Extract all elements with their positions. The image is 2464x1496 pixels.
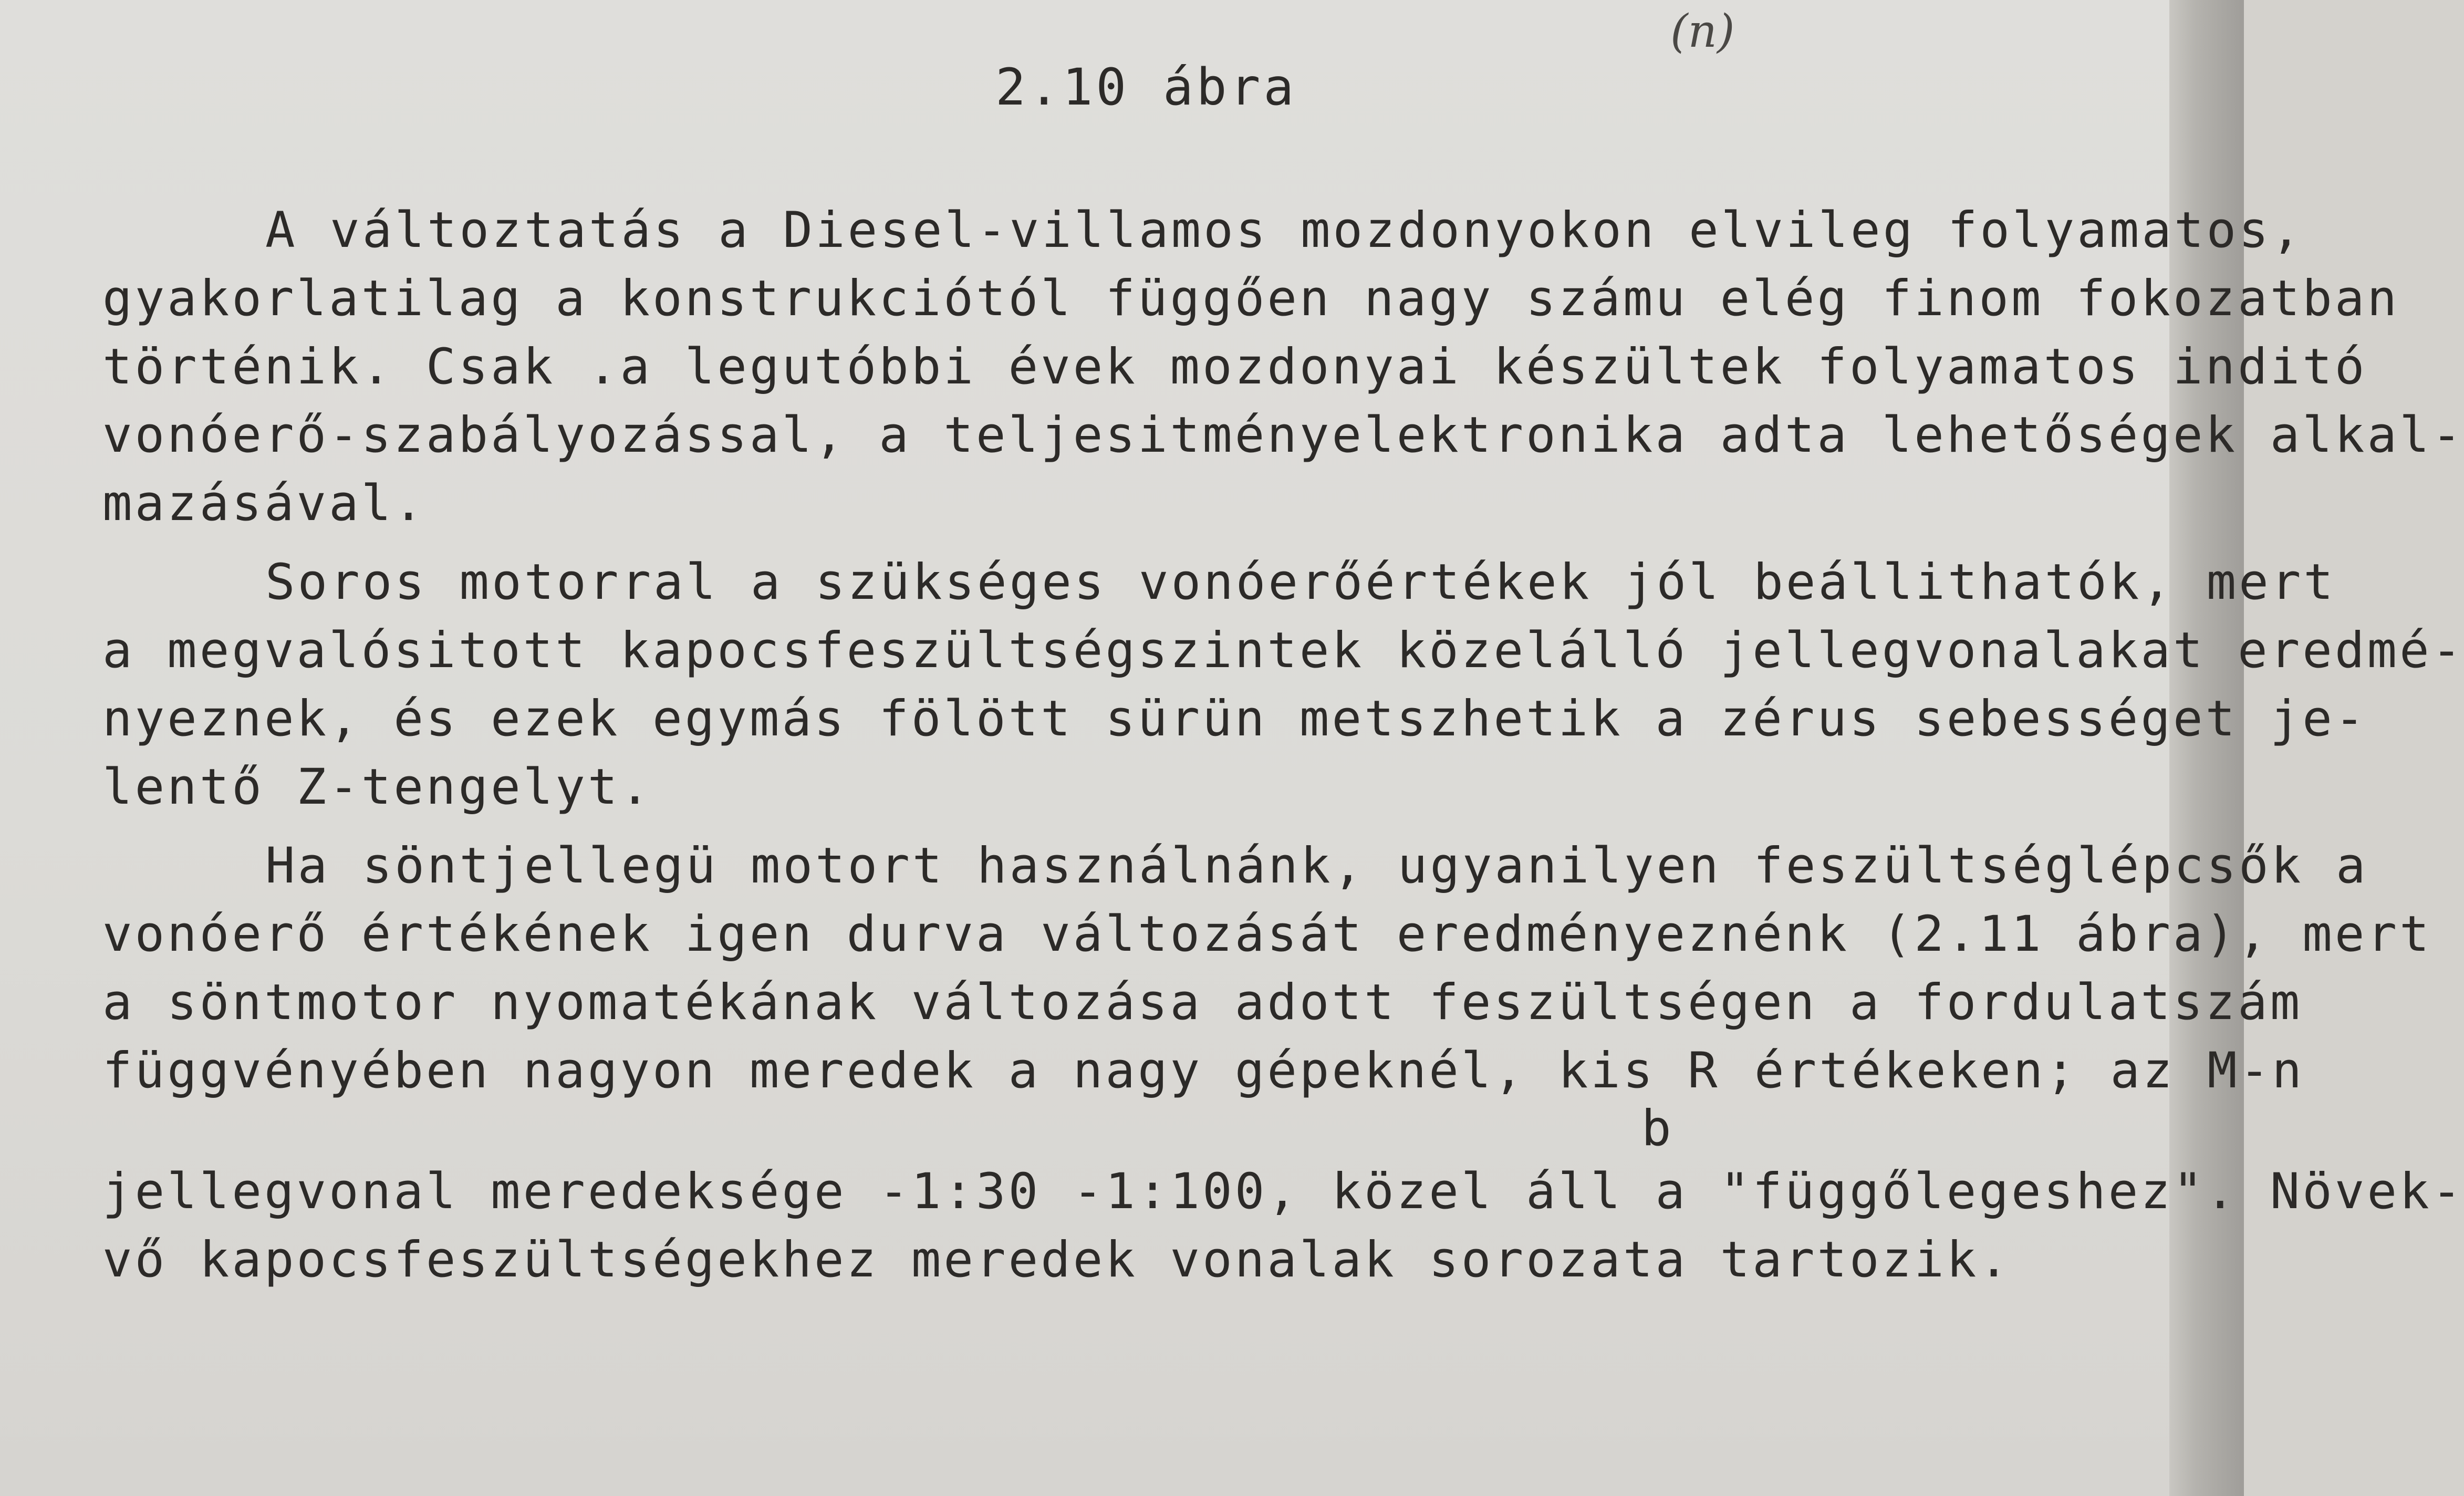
text-line: jellegvonal meredeksége -1:30 -1:100, közel áll a "függőlegeshez". Növek- <box>102 1163 2464 1220</box>
text-line: Ha söntjellegü motort használnánk, ugyanilyen feszültséglépcsők a <box>265 837 2368 895</box>
text-line: Soros motorral a szükséges vonóerőértékek jól beállithatók, mert <box>265 554 2336 611</box>
text-line: a megvalósitott kapocsfeszültségszintek közelálló jellegvonalakat eredmé- <box>102 622 2464 679</box>
text-line: a söntmotor nyomatékának változása adott feszültségen a fordulatszám <box>102 974 2303 1031</box>
subscript-b: b <box>1641 1100 1671 1157</box>
text-line: lentő Z-tengelyt. <box>102 759 653 816</box>
text-line: mazásával. <box>102 475 426 532</box>
text-line: vonóerő-szabályozással, a teljesitményelektronika adta lehetőségek alkal- <box>102 407 2464 464</box>
handwritten-annotation: (n) <box>1670 5 1735 58</box>
text-line-continuation: értékeken; az M-n <box>1754 1042 2305 1099</box>
text-line: nyeznek, és ezek egymás fölött sürün metszhetik a zérus sebességet je- <box>102 690 2367 747</box>
text-line: vő kapocsfeszültségekhez meredek vonalak sorozata tartozik. <box>102 1231 2011 1289</box>
text-line: vonóerő értékének igen durva változását eredményeznénk (2.11 ábra), mert <box>102 906 2432 963</box>
text-line: történik. Csak .a legutóbbi évek mozdonyai készültek folyamatos inditó <box>102 338 2367 396</box>
figure-caption: 2.10 ábra <box>995 58 1297 117</box>
text-line: gyakorlatilag a konstrukciótól függően nagy számu elég finom fokozatban <box>102 270 2400 327</box>
text-line: A változtatás a Diesel-villamos mozdonyokon elvileg folyamatos, <box>265 202 2304 259</box>
text-line: függvényében nagyon meredek a nagy gépeknél, kis R <box>102 1042 1720 1099</box>
